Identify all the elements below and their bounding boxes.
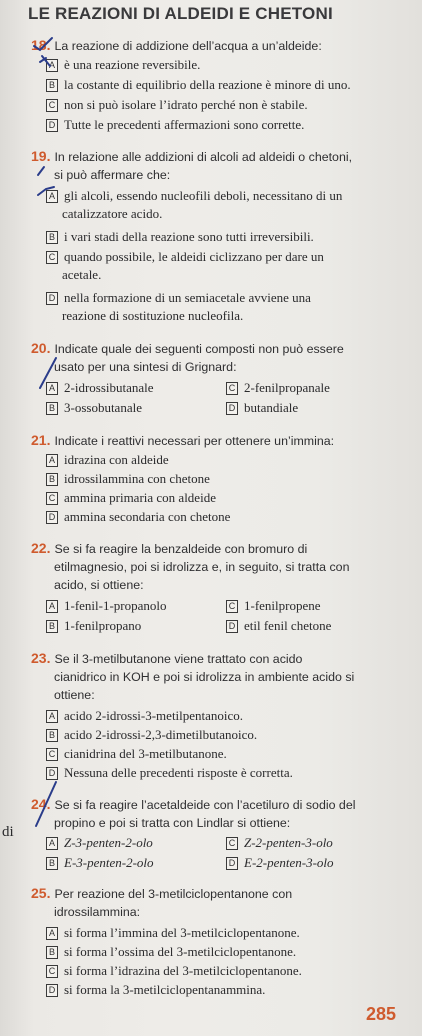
option-20-a[interactable] [46, 379, 154, 397]
option-letter-box: D [226, 620, 238, 633]
option-25-b[interactable] [46, 943, 412, 961]
option-text: i vari stadi della reazione sono tutti irreversibili. [64, 229, 314, 244]
option-letter-box: A [46, 454, 58, 467]
option-20-b[interactable] [46, 399, 142, 417]
margin-note: di [2, 824, 14, 840]
option-letter-box: C [46, 99, 58, 112]
option-letter-box: B [46, 857, 58, 870]
option-text: si forma l’idrazina del 3-metilciclopentanone. [64, 963, 302, 978]
question-19 [31, 147, 412, 184]
option-text: cianidrina del 3-metilbutanone. [64, 746, 227, 761]
option-letter-box: B [46, 729, 58, 742]
question-text-line-1: Se si fa reagire la benzaldeide con bromuro di [54, 542, 308, 556]
option-text: Z-3-penten-2-olo [64, 835, 153, 850]
option-letter-box: C [46, 748, 58, 761]
option-text: è una reazione reversibile. [64, 57, 201, 72]
option-letter-box: B [46, 231, 58, 244]
option-letter-box: A [46, 837, 58, 850]
question-text-line-1: Se il 3-metilbutanone viene trattato con acido [54, 652, 303, 666]
option-24-a[interactable] [46, 834, 153, 852]
option-25-d[interactable] [46, 981, 412, 999]
option-21-a[interactable] [46, 451, 412, 469]
option-text: 2-fenilpropanale [244, 380, 330, 395]
question-text-line-2: usato per una sintesi di Grignard: [54, 360, 237, 374]
option-23-a[interactable] [46, 707, 412, 725]
option-letter-box: A [46, 190, 58, 203]
option-text: si forma l’immina del 3-metilciclopentanone. [64, 925, 300, 940]
option-letter-box: D [46, 511, 58, 524]
option-letter-box: A [46, 710, 58, 723]
option-text: 3-ossobutanale [64, 400, 142, 415]
option-text: 1-fenil-1-propanolo [64, 598, 167, 613]
option-letter-box: A [46, 382, 58, 395]
question-text-line-2: idrossilammina: [54, 905, 141, 919]
option-text: si forma l’ossima del 3-metilciclopentanone. [64, 944, 297, 959]
option-letter-box: C [226, 382, 238, 395]
option-20-c[interactable] [226, 379, 330, 397]
option-21-b[interactable] [46, 470, 412, 488]
option-25-c[interactable] [46, 962, 412, 980]
question-text-line-3: ottiene: [54, 688, 95, 702]
option-letter-box: A [46, 59, 58, 72]
option-23-d[interactable] [46, 764, 412, 782]
option-letter-box: B [46, 402, 58, 415]
question-text-line-3: acido, si ottiene: [54, 578, 144, 592]
question-number: 20. [31, 340, 51, 356]
option-19-c[interactable] [46, 248, 412, 284]
option-text: acido 2-idrossi-3-metilpentanoico. [64, 708, 244, 723]
option-letter-box: A [46, 600, 58, 613]
question-text-line-2: si può affermare che: [54, 168, 171, 182]
option-letter-box: B [46, 620, 58, 633]
option-18-b[interactable] [46, 76, 412, 94]
option-20-d[interactable] [226, 399, 298, 417]
question-24 [31, 795, 412, 832]
question-text: La reazione di addizione dell’acqua a un’aldeide: [54, 39, 322, 53]
question-21 [31, 431, 412, 450]
question-text: Indicate i reattivi necessari per ottenere un’immina: [54, 434, 335, 448]
question-number: 19. [31, 148, 51, 164]
option-text: 1-fenilpropano [64, 618, 142, 633]
question-number: 22. [31, 540, 51, 556]
option-text-line-1: nella formazione di un semiacetale avviene una [64, 290, 311, 305]
option-19-b[interactable] [46, 228, 412, 246]
pen-stroke-mark-icon [34, 356, 62, 390]
option-text: etil fenil chetone [244, 618, 332, 633]
option-text-line-1: gli alcoli, essendo nucleofili deboli, necessitano di un [64, 188, 343, 203]
option-text: si forma la 3-metilciclopentanammina. [64, 982, 266, 997]
option-21-c[interactable] [46, 489, 412, 507]
question-text-line-2: propino e poi si tratta con Lindlar si ottiene: [54, 816, 291, 830]
option-25-a[interactable] [46, 924, 412, 942]
option-letter-box: A [46, 927, 58, 940]
option-text: ammina secondaria con chetone [64, 509, 231, 524]
option-text: E-3-penten-2-olo [64, 855, 154, 870]
option-19-d[interactable] [46, 289, 412, 325]
option-23-b[interactable] [46, 726, 412, 744]
option-text: idrazina con aldeide [64, 452, 169, 467]
question-20 [31, 339, 412, 376]
pen-tick-mark-icon [30, 36, 58, 84]
option-letter-box: B [46, 473, 58, 486]
option-letter-box: D [46, 292, 58, 305]
option-23-c[interactable] [46, 745, 412, 763]
option-letter-box: B [46, 79, 58, 92]
option-21-d[interactable] [46, 508, 412, 526]
pen-stroke-mark-icon [32, 778, 62, 828]
option-letter-box: C [226, 600, 238, 613]
option-text: Z-2-penten-3-olo [244, 835, 333, 850]
question-25 [31, 884, 412, 921]
option-18-c[interactable] [46, 96, 412, 114]
section-title: LE REAZIONI DI ALDEIDI E CHETONI [28, 4, 333, 23]
page-number: 285 [366, 1004, 397, 1024]
option-22-d[interactable] [226, 617, 331, 635]
option-22-c[interactable] [226, 597, 321, 615]
option-24-d[interactable] [226, 854, 334, 872]
option-letter-box: D [226, 857, 238, 870]
question-text-line-1: Per reazione del 3-metilciclopentanone con [54, 887, 293, 901]
option-24-b[interactable] [46, 854, 154, 872]
option-text: acido 2-idrossi-2,3-dimetilbutanoico. [64, 727, 258, 742]
option-18-d[interactable] [46, 116, 412, 134]
option-22-a[interactable] [46, 597, 167, 615]
option-text: idrossilammina con chetone [64, 471, 210, 486]
option-letter-box: C [226, 837, 238, 850]
option-letter-box: D [46, 984, 58, 997]
option-letter-box: D [46, 119, 58, 132]
option-letter-box: D [226, 402, 238, 415]
option-letter-box: B [46, 946, 58, 959]
option-text: Tutte le precedenti affermazioni sono corrette. [64, 117, 305, 132]
option-text: la costante di equilibrio della reazione è minore di uno. [64, 77, 351, 92]
option-text-line-1: quando possibile, le aldeidi ciclizzano per dare un [64, 249, 324, 264]
option-letter-box: C [46, 492, 58, 505]
option-19-a[interactable] [46, 187, 412, 223]
question-18 [31, 36, 412, 55]
question-22 [31, 539, 412, 594]
question-number: 25. [31, 885, 51, 901]
question-text-line-1: Se si fa reagire l’acetaldeide con l’acetiluro di sodio del [54, 798, 356, 812]
option-letter-box: D [46, 767, 58, 780]
option-letter-box: C [46, 251, 58, 264]
option-text-line-2: acetale. [62, 267, 102, 282]
pen-stroke-mark-icon [32, 165, 62, 199]
question-text-line-1: In relazione alle addizioni di alcoli ad aldeidi o chetoni, [54, 150, 353, 164]
option-text-line-2: reazione di sostituzione nucleofila. [62, 308, 244, 323]
option-text: ammina primaria con aldeide [64, 490, 216, 505]
option-text: 2-idrossibutanale [64, 380, 154, 395]
option-text: 1-fenilpropene [244, 598, 321, 613]
option-text: Nessuna delle precedenti risposte è corretta. [64, 765, 293, 780]
question-text-line-1: Indicate quale dei seguenti composti non può essere [54, 342, 344, 356]
option-18-a[interactable] [46, 56, 412, 74]
question-number: 21. [31, 432, 51, 448]
question-text-line-2: etilmagnesio, poi si idrolizza e, in seguito, si tratta con [54, 560, 350, 574]
option-text-line-2: catalizzatore acido. [62, 206, 163, 221]
option-letter-box: C [46, 965, 58, 978]
question-text-line-2: cianidrico in KOH e poi si idrolizza in ambiente acido si [54, 670, 355, 684]
option-text: butandiale [244, 400, 299, 415]
option-text: non si può isolare l’idrato perché non è stabile. [64, 97, 308, 112]
option-24-c[interactable] [226, 834, 333, 852]
question-number: 23. [31, 650, 51, 666]
question-number: 24. [31, 796, 51, 812]
option-text: E-2-penten-3-olo [244, 855, 334, 870]
question-number: 18. [31, 37, 51, 53]
option-22-b[interactable] [46, 617, 141, 635]
question-23 [31, 649, 412, 704]
